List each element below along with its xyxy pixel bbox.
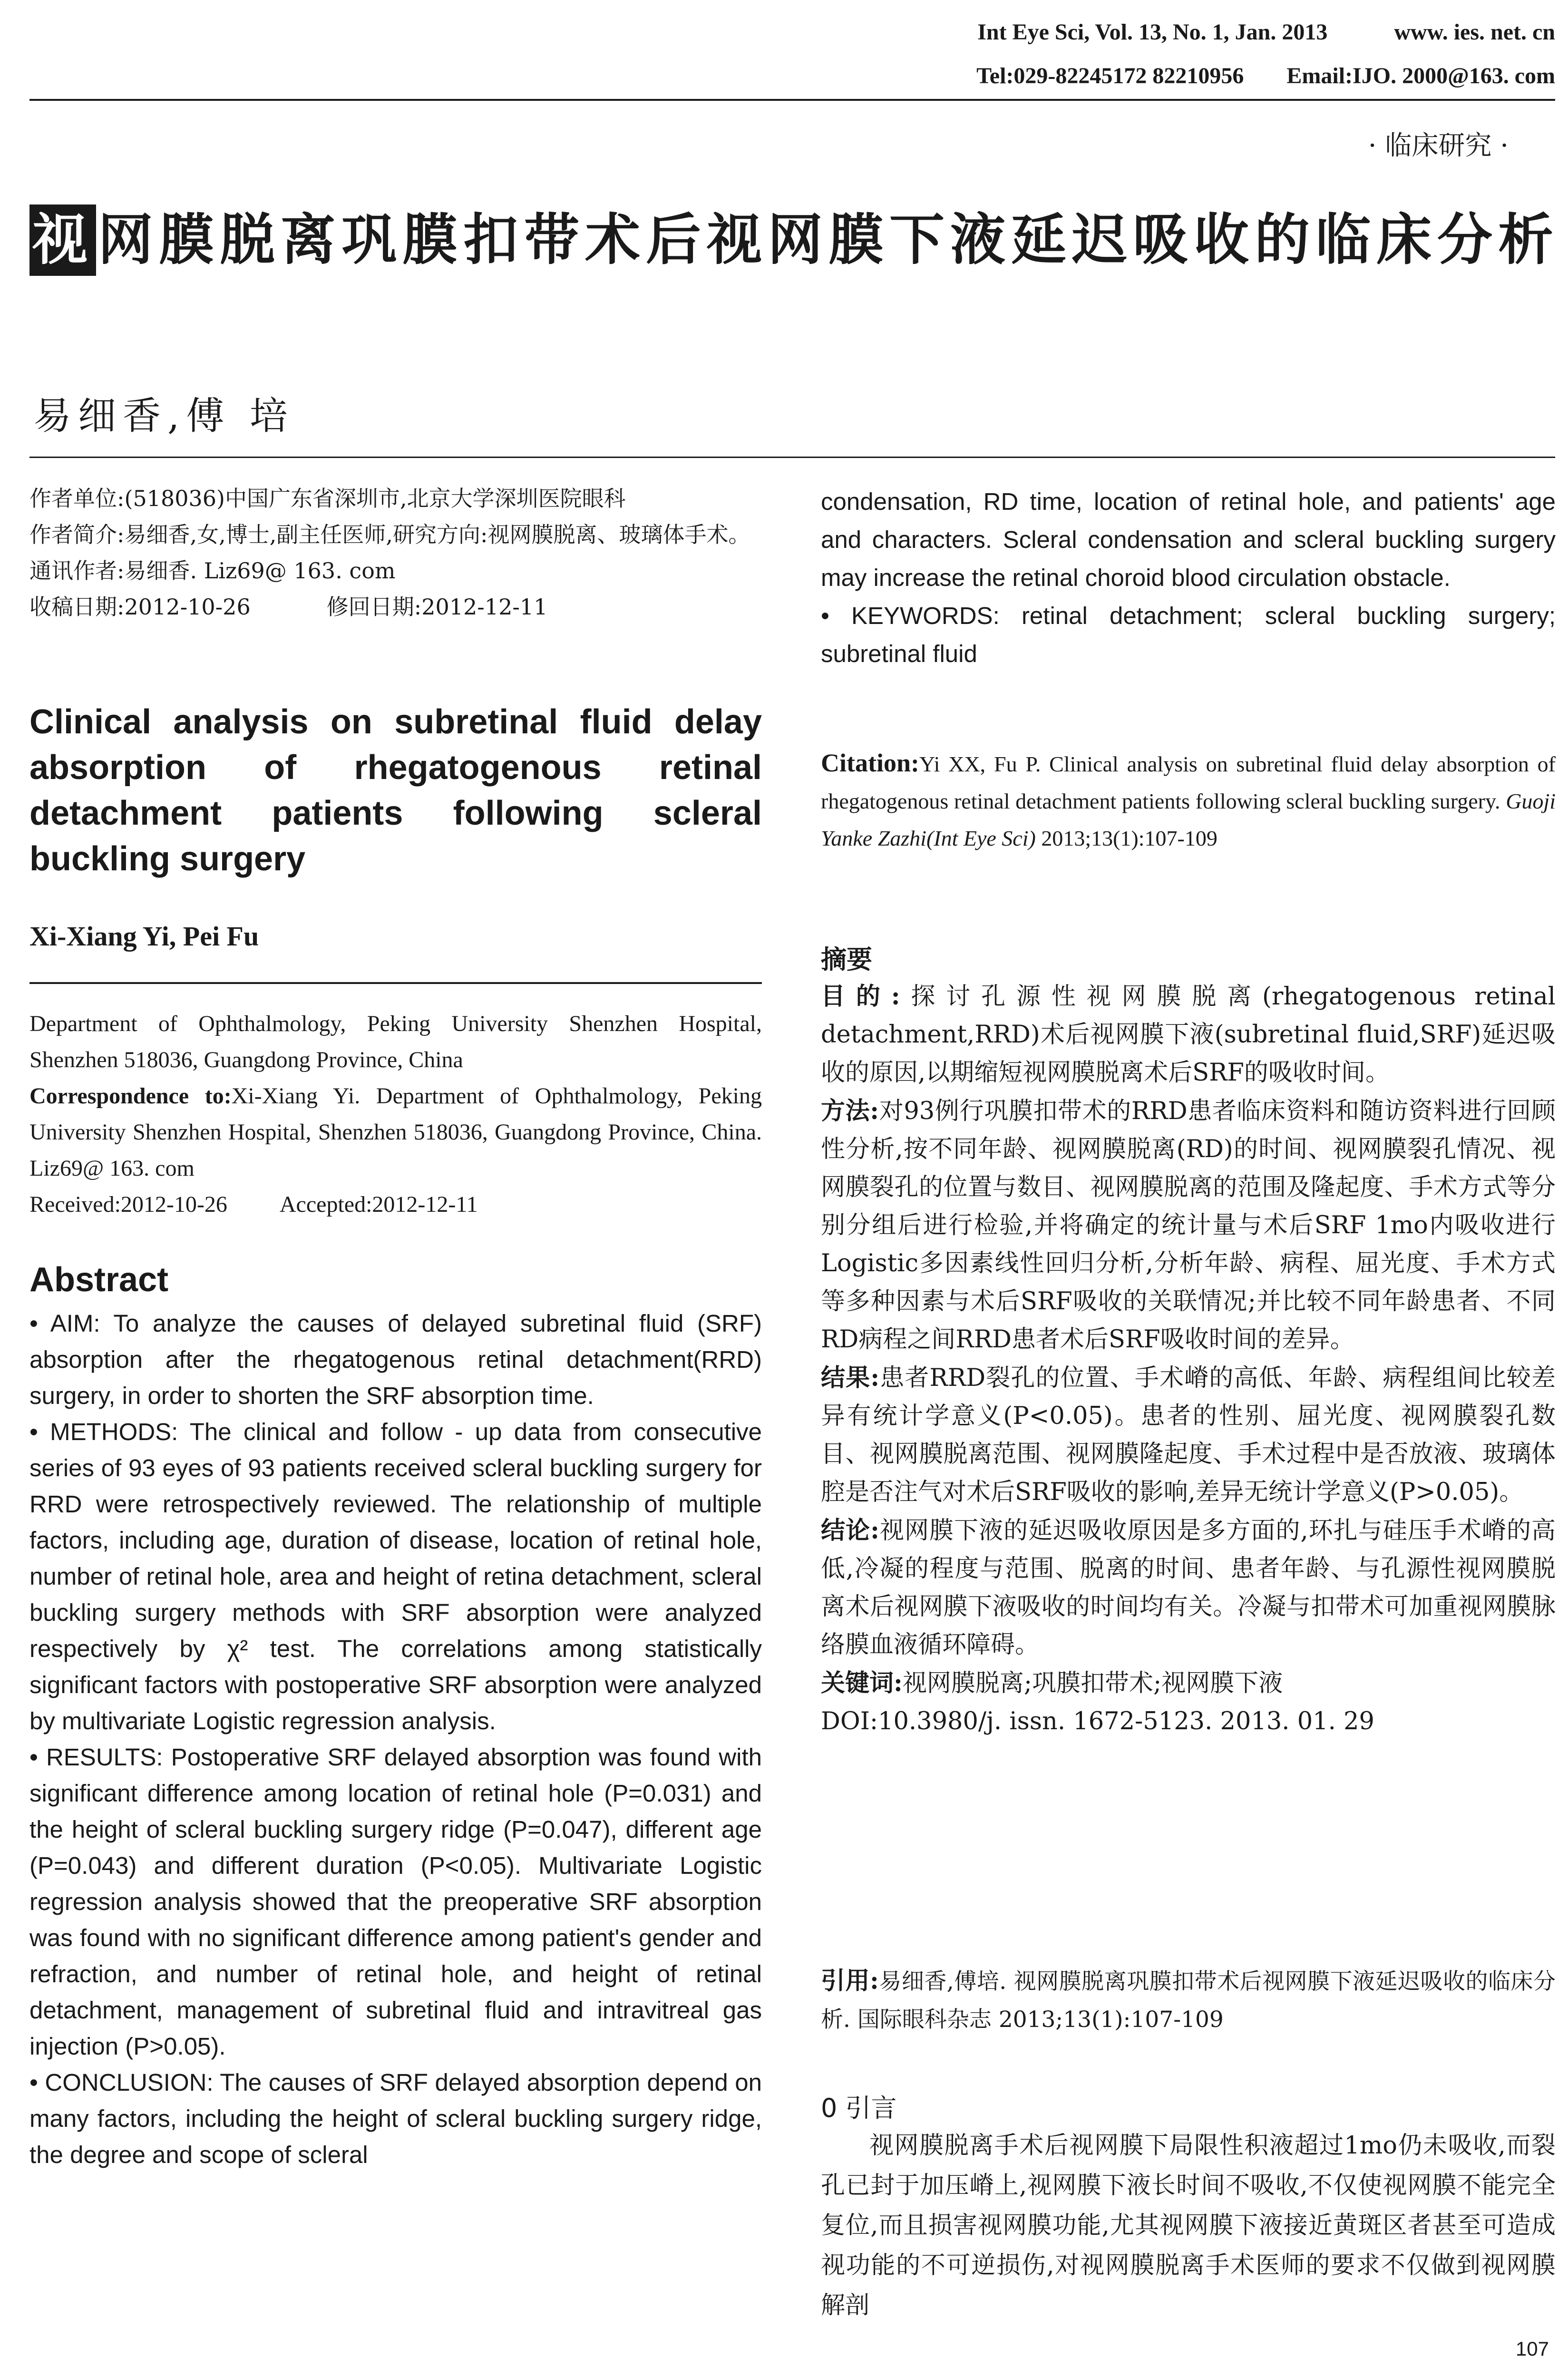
authors-cn: 易细香,傅 培	[33, 394, 294, 438]
abstract-cn-methods	[821, 1092, 1556, 1359]
methods-text-cn: 对93例行巩膜扣带术的RRD患者临床资料和随访资料进行回顾性分析,按不同年龄、视网膜脱离(RD)的时间、视网膜裂孔情况、视网膜裂孔的位置与数目、视网膜脱离的范围及隆起度、手术方式等分别分组后进行检验,并将确定的统计量与术后SRF 1mo内吸收进行Logistic多因素线性回归分析,分析年龄、病程、屈光度、手术方式等多种因素与术后SRF吸收的关联情况;并比较不同年龄患者、不同RD病程之间RRD患者术后SRF吸收时间的差异。	[821, 1097, 1556, 1354]
department: Department of Ophthalmology, Peking University Shenzhen Hospital, Shenzhen 518036, Guangdong Province, China	[29, 1011, 762, 1072]
citation-en	[821, 744, 1556, 857]
doi: DOI:10.3980/j. issn. 1672-5123. 2013. 01. 29	[821, 1707, 1374, 1735]
abstract-cn-keywords	[821, 1664, 1556, 1703]
title-rest: 网膜脱离巩膜扣带术后视网膜下液延迟吸收的临床分析	[98, 208, 1559, 272]
abstract-cn-results	[821, 1359, 1556, 1511]
title-first-char: 视	[29, 205, 96, 276]
received-date-en: Received:2012-10-26	[29, 1192, 227, 1217]
article-title-cn	[29, 205, 1566, 276]
citation-journal: Guoji Yanke Zazhi(Int Eye Sci)	[821, 789, 1556, 850]
abstract-en	[29, 1305, 762, 2173]
article-title-en: Clinical analysis on subretinal fluid delay absorption of rhegatogenous retinal detachment patients following scleral buckling surgery	[29, 703, 762, 878]
dates-en	[29, 1187, 762, 1223]
journal-contact-line	[976, 63, 1555, 89]
authors-en: Xi-Xiang Yi, Pei Fu	[29, 921, 259, 952]
author-bio: 作者简介:易细香,女,博士,副主任医师,研究方向:视网膜脱离、玻璃体手术。	[29, 522, 750, 547]
methods-label-cn: 方法:	[821, 1097, 879, 1125]
aim-text-cn: 探讨孔源性视网膜脱离(rhegatogenous retinal detachment,RRD)术后视网膜下液(subretinal fluid,SRF)延迟吸收的原因,以期缩短视网膜脱离术后SRF的吸收时间。	[821, 983, 1556, 1087]
journal-website: www. ies. net. cn	[1394, 19, 1555, 45]
correspondence-label: Correspondence to:	[29, 1083, 232, 1109]
title-divider	[29, 457, 1555, 458]
revised-date-cn: 修回日期:2012-12-11	[326, 594, 548, 620]
correspondence	[29, 1078, 762, 1187]
correspondence-text: Xi-Xiang Yi. Department of Ophthalmology, Peking University Shenzhen Hospital, Shenzhen 518036, Guangdong Province, China. Liz69@ 163. com	[29, 1083, 762, 1181]
intro-paragraph: 视网膜脱离手术后视网膜下局限性积液超过1mo仍未吸收,而裂孔已封于加压嵴上,视网膜下液长时间不吸收,不仅使视网膜不能完全复位,而且损害视网膜功能,尤其视网膜下液接近黄斑区者甚至可造成视功能的不可逆损伤,对视网膜脱离手术医师的要求不仅做到视网膜解剖	[821, 2132, 1556, 2319]
page-number: 107	[1515, 2338, 1549, 2360]
journal-citation-header: Int Eye Sci, Vol. 13, No. 1, Jan. 2013	[977, 19, 1328, 45]
journal-email: Email:IJO. 2000@163. com	[1286, 63, 1555, 88]
abstract-results: • RESULTS: Postoperative SRF delayed absorption was found with significant difference among location of retinal hole (P=0.031) and the height of scleral buckling surgery ridge (P=0.047), different age (P=0.043) and different duration (P<0.05). Multivariate Logistic regression analysis showed that the preoperative SRF absorption was found with no significant difference among patient's gender and refraction, and number of retinal hole, and height of retinal detachment, management of subretinal fluid and intravitreal gas injection (P>0.05).	[29, 1744, 762, 2060]
aim-label-cn: 目的:	[821, 982, 900, 1011]
keywords-text-cn: 视网膜脱离;巩膜扣带术;视网膜下液	[902, 1669, 1283, 1697]
section-tag: · 临床研究 ·	[1368, 130, 1509, 161]
abstract-en-continued	[821, 483, 1556, 673]
journal-tel: Tel:029-82245172 82210956	[976, 63, 1244, 88]
citation-cn	[821, 1962, 1556, 2039]
author-info-cn	[29, 480, 762, 625]
abstract-keywords: • KEYWORDS: retinal detachment; scleral buckling surgery; subretinal fluid	[821, 602, 1556, 667]
results-label-cn: 结果:	[821, 1364, 880, 1392]
citation-cn-text: 易细香,傅培. 视网膜脱离巩膜扣带术后视网膜下液延迟吸收的临床分析. 国际眼科杂志 2013;13(1):107-109	[821, 1968, 1556, 2033]
citation-ref: 2013;13(1):107-109	[1041, 826, 1217, 850]
author-unit: 作者单位:(518036)中国广东省深圳市,北京大学深圳医院眼科	[29, 486, 626, 511]
abstract-conclusion: • CONCLUSION: The causes of SRF delayed absorption depend on many factors, including the height of scleral buckling surgery ridge, the degree and scope of scleral	[29, 2069, 762, 2168]
accepted-date-en: Accepted:2012-12-11	[279, 1192, 478, 1217]
conclusion-label-cn: 结论:	[821, 1516, 879, 1545]
citation-cn-label: 引用:	[821, 1967, 879, 1995]
conclusion-text-cn: 视网膜下液的延迟吸收原因是多方面的,环扎与硅压手术嵴的高低,冷凝的程度与范围、脱离的时间、患者年龄、与孔源性视网膜脱离术后视网膜下液吸收的时间均有关。冷凝与扣带术可加重视网膜脉络膜血液循环障碍。	[821, 1517, 1556, 1659]
intro-heading: 0 引言	[821, 2093, 897, 2123]
results-text-cn: 患者RRD裂孔的位置、手术嵴的高低、年龄、病程组间比较差异有统计学意义(P<0.05)。患者的性别、屈光度、视网膜裂孔数目、视网膜脱离范围、视网膜隆起度、手术过程中是否放液、玻璃体腔是否注气对术后SRF吸收的影响,差异无统计学意义(P>0.05)。	[821, 1364, 1556, 1506]
citation-text: Yi XX, Fu P. Clinical analysis on subretinal fluid delay absorption of rhegatogenous retinal detachment patients following scleral buckling surgery.	[821, 752, 1556, 813]
abstract-methods: • METHODS: The clinical and follow - up data from consecutive series of 93 eyes of 93 patients received scleral buckling surgery for RRD were retrospectively reviewed. The relationship of multiple factors, including age, duration of disease, location of retinal hole, number of retinal hole, area and height of retina detachment, scleral buckling surgery methods with SRF absorption were analyzed respectively by χ² test. The correlations among statistically significant factors with postoperative SRF absorption were analyzed by multivariate Logistic regression analysis.	[29, 1418, 762, 1734]
header-divider	[29, 99, 1555, 101]
corresponding-author: 通讯作者:易细香. Liz69@ 163. com	[29, 558, 396, 584]
authors-divider	[29, 982, 762, 984]
dates-cn	[29, 589, 762, 625]
abstract-conclusion-cont: condensation, RD time, location of retinal hole, and patients' age and characters. Scleral condensation and scleral buckling surgery may increase the retinal choroid blood circulation obstacle.	[821, 488, 1556, 591]
intro-body	[821, 2126, 1556, 2326]
abstract-cn-heading: 摘要	[821, 944, 872, 974]
received-date-cn: 收稿日期:2012-10-26	[29, 594, 251, 620]
abstract-aim: • AIM: To analyze the causes of delayed subretinal fluid (SRF) absorption after the rhegatogenous retinal detachment(RRD) surgery, in order to shorten the SRF absorption time.	[29, 1310, 762, 1409]
keywords-label-cn: 关键词:	[821, 1669, 903, 1697]
abstract-cn-aim	[821, 977, 1556, 1092]
citation-label: Citation:	[821, 749, 919, 777]
abstract-heading: Abstract	[29, 1261, 169, 1299]
affiliation-en	[29, 1006, 762, 1223]
journal-header-line	[977, 19, 1555, 45]
abstract-cn-conclusion	[821, 1511, 1556, 1664]
abstract-cn	[821, 977, 1556, 1741]
